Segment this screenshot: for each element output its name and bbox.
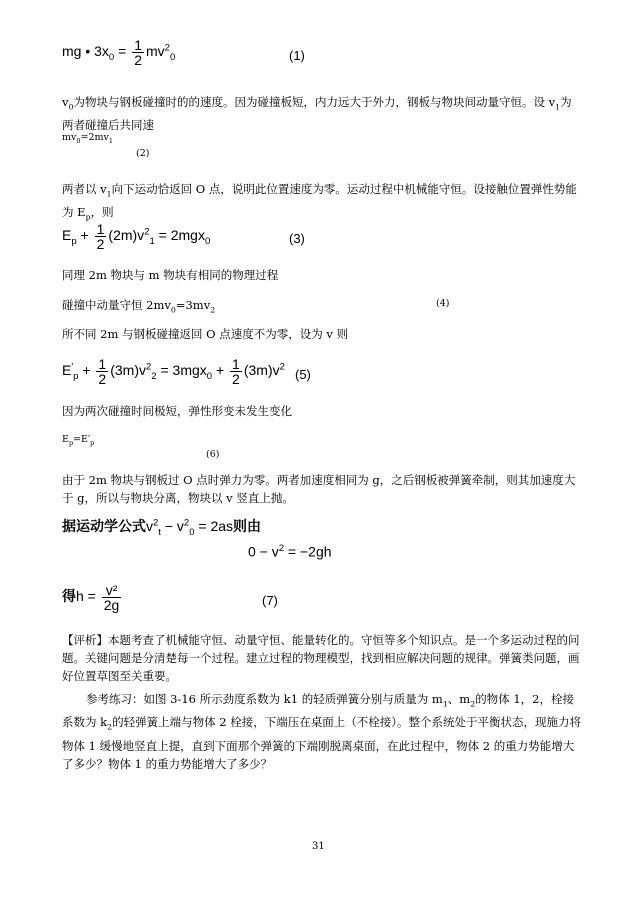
paragraph-6: 因为两次碰撞时间极短，弹性形变未发生变化 (62, 404, 292, 418)
paragraph-2 (62, 180, 582, 227)
p2-s1-sub: 1 (106, 189, 112, 199)
p8-f1-sub: t (158, 526, 161, 538)
eq6-t2-sub: p (90, 438, 95, 447)
eqmid-t1: 0 − v (248, 543, 279, 560)
p8-f1-sup: 2 (153, 517, 159, 529)
eq6-t1: E (62, 434, 69, 445)
eq1-right: mv (145, 43, 165, 60)
paragraph-3: 同理 2m 物块与 m 物块有相同的物理过程 (62, 268, 279, 282)
eq5-mid-sub: 2 (151, 371, 157, 382)
eq2-t1: mv (62, 132, 77, 143)
eq6-t1-sub: p (68, 438, 74, 447)
p10-s1-sub: 1 (442, 699, 448, 709)
p10-s3: 的物体 1，2，栓接系数为 k (62, 692, 574, 730)
eq5-left-sup: ′ (71, 361, 74, 373)
paragraph-5: 所不同 2m 与钢板碰撞返回 O 点速度不为零，设为 v 则 (62, 327, 349, 341)
equation-2 (62, 132, 113, 145)
equation-5-number: (5) (295, 367, 311, 382)
p8-f2-sub: 0 (189, 526, 195, 538)
equation-6-number: (6) (206, 449, 220, 460)
eqmid-t2: = −2gh (284, 543, 332, 560)
p8-f2: − v (160, 518, 184, 534)
p2-s2: 向下运动恰返回 O 点，说明此位置速度为零。运动过程中机械能守恒。设接触位置弹性势能为 E (62, 182, 577, 220)
eq3-plus: + (76, 227, 93, 244)
eq3-mid-sub: 1 (149, 236, 155, 247)
p1-s1-sub: 0 (68, 102, 74, 112)
p8-f2-sup: 2 (183, 517, 190, 529)
p1-s1: v (62, 95, 69, 109)
p10-s2: 、m (447, 692, 471, 706)
p10-s3-sub: 2 (107, 722, 113, 732)
eq1-fraction (132, 38, 144, 67)
eq1-right-sub: 0 (169, 52, 176, 63)
p2-s1: 两者以 v (62, 182, 107, 196)
eq3-frac-num: 1 (96, 221, 105, 237)
eq6-t2: =E′ (73, 434, 91, 445)
paragraph-1 (62, 93, 582, 134)
page-number: 31 (312, 841, 325, 852)
p4-s2-sub: 2 (210, 305, 216, 315)
eq3-fraction (95, 222, 107, 251)
eq3-left: E (62, 227, 72, 244)
eq7-left: h = (76, 588, 100, 605)
equation-7 (62, 583, 123, 612)
eq5-equals: = 3mgx (156, 362, 207, 379)
eqmid-sup: 2 (278, 543, 285, 554)
eq3-right: = 2mgx (154, 227, 205, 244)
equation-2-number: (2) (136, 148, 150, 159)
eq5-plus2: + (212, 362, 229, 379)
eq5-equals-sub: 0 (206, 371, 213, 382)
equation-6 (62, 434, 94, 447)
p2-s3: ，则 (90, 205, 114, 220)
equation-1-number: (1) (289, 48, 305, 63)
eq7-fraction (102, 583, 122, 612)
equation-7-number: (7) (262, 593, 278, 608)
p1-s3: 为两者碰撞后共同速 (62, 95, 572, 133)
equation-middle (248, 543, 332, 560)
eq7-frac-num: v² (102, 583, 122, 598)
p10-s1: 参考练习：如图 3-16 所示劲度系数为 k1 的轻质弹簧分别与质量为 m (86, 692, 443, 706)
eq7-frac-den: 2g (103, 597, 120, 613)
paragraph-4 (62, 296, 215, 319)
eq3-left-sub: p (71, 236, 77, 247)
eq5-plus: + (78, 362, 95, 379)
p4-s2: =3mv (175, 298, 211, 312)
eq1-left: mg • 3x (62, 43, 109, 60)
p8-f3: = 2as (194, 518, 234, 534)
eq3-mid-sup: 2 (144, 226, 150, 238)
eq5-frac-num: 1 (98, 356, 107, 372)
equation-3 (62, 222, 210, 251)
eq5-left: E (62, 362, 72, 379)
p1-s2: 为物块与钢板碰撞时的的速度。因为碰撞板短，内力远大于外力，钢板与物块间动量守恒。设 v (73, 95, 556, 109)
eq5-right-sup: 2 (279, 361, 285, 373)
eq1-frac-den: 2 (134, 52, 142, 68)
p10-s4: 的轻弹簧上端与物体 2 栓接，下端压在桌面上（不栓接）。整个系统处于平衡状态，现施力将物体 1 缓慢地竖直上提，直到下面那个弹簧的下端刚脱离桌面，在此过程中，物体 2 的重力势能增大了多少？物体 1 的重力势能增大了多少？ (62, 715, 581, 771)
eq3-right-sub: 0 (204, 236, 211, 247)
p8-label: 据运动学公式 (62, 518, 146, 534)
equation-3-number: (3) (289, 231, 305, 246)
eq3-frac-den: 2 (96, 236, 105, 252)
eq5-mid-sup: 2 (145, 361, 152, 373)
paragraph-7: 由于 2m 物块与钢板过 O 点时弹力为零。两者加速度相同为 g，之后钢板被弹簧牵制，则其加速度大于 g，所以与物块分离，物块以 v 竖直上抛。 (62, 473, 576, 505)
kinematics-line (62, 516, 261, 538)
equation-5 (62, 357, 285, 386)
p4-s1: 碰撞中动量守恒 2mv (62, 298, 171, 312)
eq5-frac2-num: 1 (232, 356, 240, 372)
eq1-right-sup: 2 (164, 42, 170, 54)
eq5-mid: (3m)v (110, 362, 146, 379)
eq2-t2: =2mv (80, 132, 109, 143)
p10-s2-sub: 2 (470, 699, 476, 709)
eq5-frac2-den: 2 (232, 371, 240, 387)
eq1-equals: = (114, 43, 131, 60)
practice-paragraph (62, 690, 584, 773)
eq7-label: 得 (62, 588, 76, 605)
eq5-fraction-1 (96, 357, 108, 386)
eq2-t2-sub: 1 (108, 136, 113, 145)
eq1-left-sub: 0 (108, 52, 115, 63)
paragraph-4-number: (4) (436, 298, 450, 309)
p4-s1-sub: 0 (170, 305, 176, 315)
eq5-right: (3m)v (243, 362, 280, 379)
eq2-t1-sub: 0 (76, 136, 81, 145)
eq5-fraction-2 (230, 357, 242, 386)
p8-f1: v (146, 518, 153, 534)
p2-s2-sub: p (85, 212, 91, 222)
eq3-mid: (2m)v (108, 227, 145, 244)
p1-s2-sub: 1 (555, 102, 561, 112)
equation-1 (62, 38, 175, 67)
eq5-left-sub: p (73, 371, 79, 382)
p8-tail: 则由 (233, 518, 262, 534)
analysis-paragraph: 【评析】本题考查了机械能守恒、动量守恒、能量转化的。守恒等多个知识点。是一个多运动过程的问题。关键问题是分清楚每一个过程。建立过程的物理模型，找到相应解决问题的规律。弹簧类问题，画好位置草图至关重要。 (62, 633, 580, 683)
eq1-frac-num: 1 (134, 37, 142, 53)
eq5-frac-den: 2 (98, 371, 107, 387)
